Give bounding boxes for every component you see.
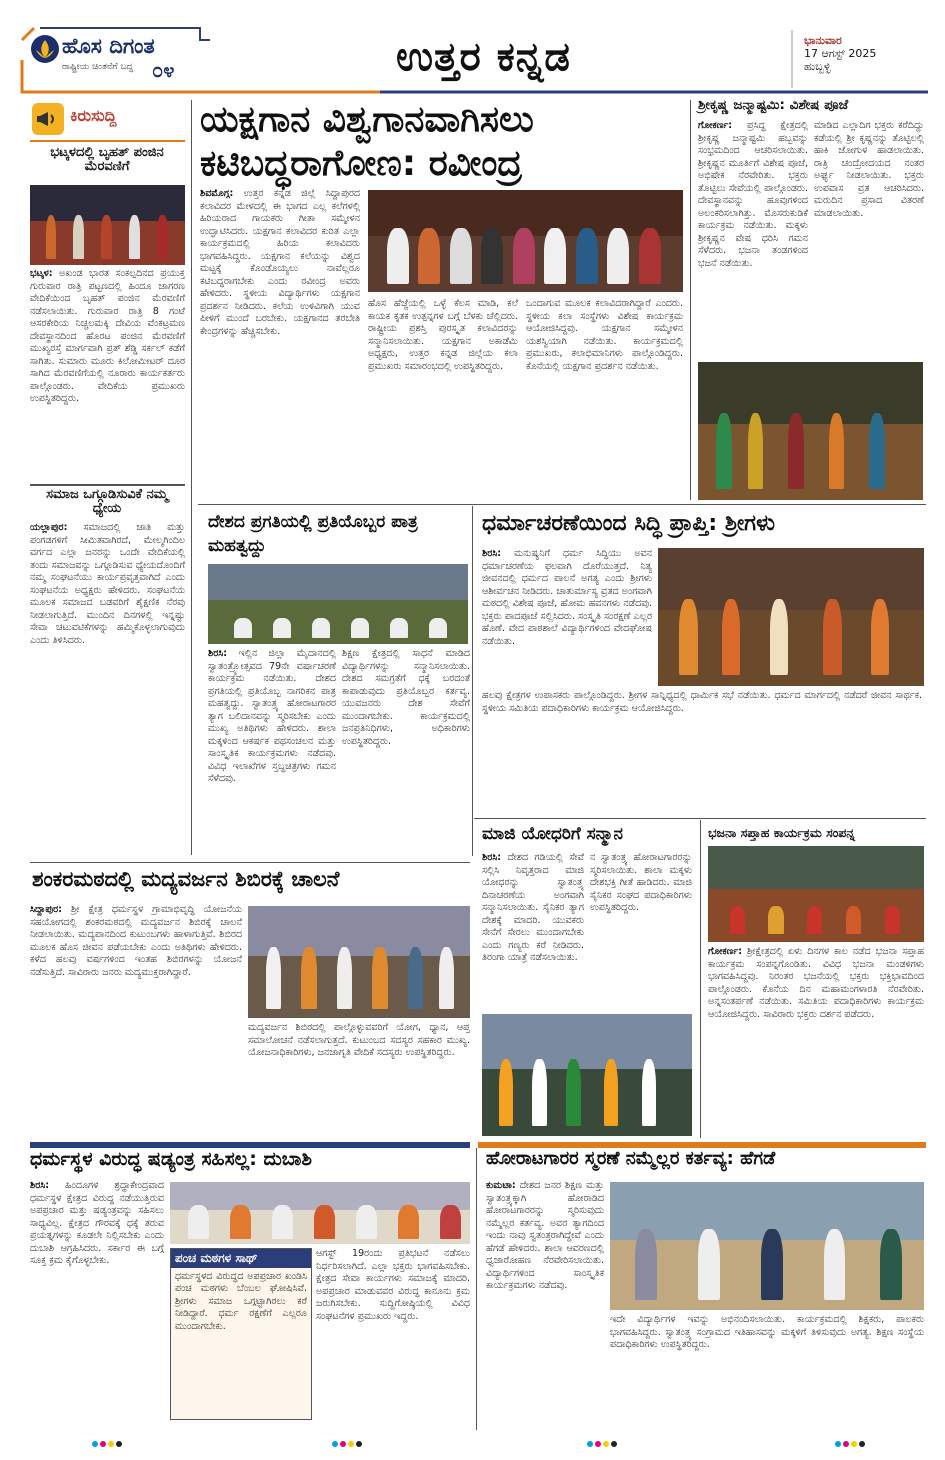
horata-text-2: ಇದೇ ವಿದ್ಯಾರ್ಥಿಗಳ ಇವನ್ನು ಅಭಿನಂದಿಸಲಾಯಿತು. ಕಾರ್ಯಕ್ರಮದಲ್ಲಿ ಶಿಕ್ಷಕರು, ಪಾಲಕರು ಭಾಗವಹಿಸಿದ್ದರು. ಸ್ವಾತಂತ್ರ್ಯ ಸಂಗ್ರಾಮದ ಇತಿಹಾಸವನ್ನು ಮಕ್ಕಳಿಗೆ ತಿಳಿಸುವುದು ಅಗತ್ಯ. ಶಿಕ್ಷಣ ಸಂಸ್ಥೆಯ ಪದಾಧಿಕಾರಿಗಳು ಉಪಸ್ಥಿತರಿದ್ದರು. [610,1314,924,1350]
edition-title: ಉತ್ತರ ಕನ್ನಡ [396,34,571,80]
dharma-text-2: ಹಲವು ಕ್ಷೇತ್ರಗಳ ಉಪಾಸಕರು ಪಾಲ್ಗೊಂಡಿದ್ದರು. ಶ್ರೀಗಳ ಸಾನ್ನಿಧ್ಯದಲ್ಲಿ ಧಾರ್ಮಿಕ ಸಭೆ ನಡೆಯಿತು. ಧರ್ಮದ ಮಾರ್ಗದಲ್ಲಿ ನಡೆದರೆ ಜೀವನ ಸಾರ್ಥಕ. ಸ್ಥಳೀಯ ಸಮಿತಿಯ ಪದಾಧಿಕಾರಿಗಳು ಕಾರ್ಯಕ್ರಮ ಆಯೋಜಿಸಿದ್ದರು. [482,690,922,714]
maaji-body-col1 [482,852,584,1010]
dharma-text: ಮನುಷ್ಯನಿಗೆ ಧರ್ಮ ಸಿದ್ಧಿಯು ಅವನ ಧರ್ಮಾಚರಣೆಯ ಫಲವಾಗಿ ದೊರೆಯುತ್ತದೆ. ನಿತ್ಯ ಜೀವನದಲ್ಲಿ ಧರ್ಮದ ಪಾಲನೆ ಅಗತ್ಯ ಎಂದು ಶ್ರೀಗಳು ಆಶೀರ್ವಚನ ನೀಡಿದರು. ಚಾತುರ್ಮಾಸ್ಯ ವ್ರತದ ಅಂಗವಾಗಿ ಮಠದಲ್ಲಿ ವಿಶೇಷ ಪೂಜೆ, ಹೋಮ ಹವನಗಳು ನಡೆದವು. ಭಕ್ತರು ಪಾದಪೂಜೆ ಸಲ್ಲಿಸಿದರು. ಸಂಸ್ಕೃತಿ ಸಂರಕ್ಷಣೆ ಎಲ್ಲರ ಹೊಣೆ. ವೇದ ಪಾಠಶಾಲೆ ವಿದ್ಯಾರ್ಥಿಗಳಿಂದ ವೇದಘೋಷ ನಡೆಯಿತು. [482,548,652,647]
dharmasthala-text: ಹಿಂದೂಗಳ ಶ್ರದ್ಧಾಕೇಂದ್ರವಾದ ಧರ್ಮಸ್ಥಳ ಕ್ಷೇತ್ರದ ವಿರುದ್ಧ ನಡೆಯುತ್ತಿರುವ ಅಪಪ್ರಚಾರ ಮತ್ತು ಷಡ್ಯಂತ್ರವನ್ನು ಸಹಿಸಲು ಸಾಧ್ಯವಿಲ್ಲ. ಕ್ಷೇತ್ರದ ಗೌರವಕ್ಕೆ ಧಕ್ಕೆ ತರುವ ಪ್ರಯತ್ನಗಳನ್ನು ಕೂಡಲೇ ನಿಲ್ಲಿಸಬೇಕು ಎಂದು ದುಬಾಶಿ ಆಗ್ರಹಿಸಿದರು. ಸರ್ಕಾರ ಈ ಬಗ್ಗೆ ಸೂಕ್ತ ಕ್ರಮ ಕೈಗೊಳ್ಳಬೇಕು. [30,1180,164,1266]
horata-headline: ಹೋರಾಟಗಾರರ ಸ್ಮರಣೆ ನಮ್ಮೆಲ್ಲರ ಕರ್ತವ್ಯ: ಹೆಗಡೆ [486,1148,776,1169]
row1-bottom-rule [198,504,926,505]
dharma-body-col1 [482,548,652,686]
janmashtami-body-col2 [814,120,924,360]
shankara-text: ಶ್ರೀ ಕ್ಷೇತ್ರ ಧರ್ಮಸ್ಥಳ ಗ್ರಾಮಾಭಿವೃದ್ಧಿ ಯೋಜನೆಯ ಸಹಯೋಗದಲ್ಲಿ ಶಂಕರಮಠದಲ್ಲಿ ಮದ್ಯವರ್ಜನ ಶಿಬಿರಕ್ಕೆ ಚಾಲನೆ ನೀಡಲಾಯಿತು. ಮದ್ಯಪಾನದಿಂದ ಕುಟುಂಬಗಳು ಹಾಳಾಗುತ್ತಿವೆ. ಶಿಬಿರದ ಮೂಲಕ ಹೊಸ ಜೀವನ ಪಡೆಯಬೇಕು ಎಂದು ಅತಿಥಿಗಳು ಹೇಳಿದರು. ಕಳೆದ ಹಲವು ವರ್ಷಗಳಿಂದ ಇಂತಹ ಶಿಬಿರಗಳನ್ನು ಯೋಜನೆ ನಡೆಸುತ್ತಿದೆ. ಸಾವಿರಾರು ಜನರು ಮದ್ಯಮುಕ್ತರಾಗಿದ್ದಾರೆ. [30,904,242,978]
logo-tagline: ರಾಷ್ಟ್ರೀಯ ಚಿಂತನೆಗೆ ಬದ್ಧ [62,62,133,72]
maaji-vertical-rule [700,820,701,1138]
sidebar-top-rule [30,140,185,142]
brief2-headline: ಸಮಾಜ ಒಗ್ಗೂಡಿಸುವಿಕೆ ನಮ್ಮ ಧ್ಯೇಯ [46,487,168,516]
shankara-dateline: ಸಿದ್ದಾಪುರ: [30,904,62,915]
janmashtami-headline: ಶ್ರೀಕೃಷ್ಣ ಜನ್ಮಾಷ್ಟಮಿ: ವಿಶೇಷ ಪೂಜೆ [698,97,849,113]
kirusuddi-label: ಕಿರುಸುದ್ದಿ [70,106,117,125]
janmashtami-body-col1 [698,120,808,360]
janmashtami-text-2: ಮಾಡಿದ ಎಲ್ಲಾದಿಗ ಭಕ್ತರು ಕರೆದಿದ್ದು ಕಡೆಯಲ್ಲಿ ಶ್ರೀ ಕೃಷ್ಣನನ್ನು ತೊಟ್ಟಿಲಲ್ಲಿ ಹಾಕಿ ಜೋಗುಳ ಹಾಡಲಾಯಿತು. ರಾತ್ರಿ ಚಂದ್ರೋದಯದ ನಂತರ ಅರ್ಘ್ಯ ನೀಡಲಾಯಿತು. ಭಕ್ತರು ಉಪವಾಸ ವ್ರತ ಆಚರಿಸಿದರು. ಮರುದಿನ ಪ್ರಸಾದ ವಿತರಣೆ ಮಾಡಲಾಯಿತು. [814,120,924,219]
janmashtami-dateline: ಗೋಕರ್ಣ: [698,120,733,131]
horata-photo [610,1182,924,1310]
desha-text-2: ಶಿಕ್ಷಣ ಕ್ಷೇತ್ರದಲ್ಲಿ ಸಾಧನೆ ಮಾಡಿದ ವಿದ್ಯಾರ್ಥಿಗಳನ್ನು ಸನ್ಮಾನಿಸಲಾಯಿತು. ದೇಶದ ಸಮಗ್ರತೆಗೆ ಧಕ್ಕೆ ಬರದಂತೆ ಕಾಪಾಡುವುದು ಪ್ರತಿಯೊಬ್ಬರ ಕರ್ತವ್ಯ. ಯುವಜನರು ದೇಶ ಸೇವೆಗೆ ಮುಂದಾಗಬೇಕು. ಕಾರ್ಯಕ್ರಮದಲ್ಲಿ ಜನಪ್ರತಿನಿಧಿಗಳು, ಅಧಿಕಾರಿಗಳು ಉಪಸ್ಥಿತರಿದ್ದರು. [342,648,470,747]
lead-body-col1 [200,188,360,498]
dharma-body-col2 [482,690,922,812]
lead-text-2: ಹೊಸ ಹೆಜ್ಜೆಯಲ್ಲಿ ಒಳ್ಳೆ ಕೆಲಸ ಮಾಡಿ, ಕಲೆ ಕಾಯಕ ಕೃತಕ ಉತ್ಪನ್ನಗಳ ಬಗ್ಗೆ ಬೆಳಕು ಚೆಲ್ಲಿದರು. ರಾಷ್ಟ್ರೀಯ ಪ್ರಶಸ್ತಿ ಪುರಸ್ಕೃತ ಕಲಾವಿದರನ್ನು ಸನ್ಮಾನಿಸಲಾಯಿತು. ಯಕ್ಷಗಾನ ಅಕಾಡೆಮಿ ಅಧ್ಯಕ್ಷರು, ಉತ್ತರ ಕನ್ನಡ ಜಿಲ್ಲೆಯ ಕಲಾ ಪ್ರಮುಖರು ಸಮಾರಂಭದಲ್ಲಿ ಉಪಸ್ಥಿತರಿದ್ದರು. [368,298,518,372]
issue-date: 17 ಆಗಸ್ಟ್ 2025 [804,47,877,60]
shankara-top-rule [30,862,470,863]
brief1-photo [30,185,185,265]
desha-headline: ದೇಶದ ಪ್ರಗತಿಯಲ್ಲಿ ಪ್ರತಿಯೊಬ್ಬರ ಪಾತ್ರ ಮಹತ್ವದ್ದು [208,512,418,556]
bhajana-text: ಶ್ರೀಕ್ಷೇತ್ರದಲ್ಲಿ ಏಳು ದಿನಗಳ ಕಾಲ ನಡೆದ ಭಜನಾ ಸಪ್ತಾಹ ಕಾರ್ಯಕ್ರಮ ಸಂಪನ್ನಗೊಂಡಿತು. ವಿವಿಧ ಭಜನಾ ಮಂಡಳಿಗಳು ಭಾಗವಹಿಸಿದ್ದವು. ನಿರಂತರ ಭಜನೆಯಲ್ಲಿ ಭಕ್ತರು ಭಕ್ತಿಭಾವದಿಂದ ಪಾಲ್ಗೊಂಡರು. ಕೊನೆಯ ದಿನ ಮಹಾಮಂಗಳಾರತಿ ನೆರವೇರಿತು. ಅನ್ನಸಂತರ್ಪಣೆ ನಡೆಯಿತು. ಸಮಿತಿಯ ಪದಾಧಿಕಾರಿಗಳು ಕಾರ್ಯಕ್ರಮ ಆಯೋಜಿಸಿದ್ದರು. ಸಾವಿರಾರು ಭಕ್ತರು ದರ್ಶನ ಪಡೆದರು. [708,946,924,1020]
shankara-body-col1 [30,904,242,1138]
shankara-headline: ಶಂಕರಮಠದಲ್ಲಿ ಮದ್ಯವರ್ಜನ ಶಿಬಿರಕ್ಕೆ ಚಾಲನೆ [32,867,340,891]
maaji-headline: ಮಾಜಿ ಯೋಧರಿಗೆ ಸನ್ಮಾನ [482,824,623,844]
dharmasthala-headline: ಧರ್ಮಸ್ಥಳ ವಿರುದ್ಧ ಷಡ್ಯಂತ್ರ ಸಹಿಸಲ್ಲ: ದುಬಾಶಿ [30,1148,312,1170]
dateline-block [804,34,924,73]
horata-body-col1 [486,1180,604,1426]
maaji-text: ದೇಶದ ಗಡಿಯಲ್ಲಿ ಸೇವೆ ಸಲ್ಲಿಸಿ ನಿವೃತ್ತರಾದ ಮಾಜಿ ಯೋಧರನ್ನು ಸ್ವಾತಂತ್ರ್ಯ ದಿನಾಚರಣೆಯ ಅಂಗವಾಗಿ ಸನ್ಮಾನಿಸಲಾಯಿತು. ಸೈನಿಕರ ತ್ಯಾಗ ದೇಶಕ್ಕೆ ಮಾದರಿ. ಯುವಕರು ಸೇನೆಗೆ ಸೇರಲು ಮುಂದಾಗಬೇಕು ಎಂದು ಗಣ್ಯರು ಕರೆ ನೀಡಿದರು. ತಿರಂಗಾ ಯಾತ್ರೆ ನಡೆಸಲಾಯಿತು. [482,852,584,963]
row2-bottom-rule [474,818,926,819]
issue-city: ಹುಬ್ಬಳ್ಳಿ [804,60,831,73]
brief1-headline: ಭಟ್ಕಳದಲ್ಲಿ ಬೃಹತ್ ಪಂಜಿನ ಮೆರವಣಿಗೆ [50,145,164,174]
lead-vertical-rule [690,100,691,500]
lead-body-col3 [526,298,683,498]
horata-dateline: ಕುಮಟಾ: [486,1180,516,1191]
desha-dateline: ಶಿರಸಿ: [208,648,228,659]
brief1-dateline: ಭಟ್ಕಳ: [30,268,53,279]
registration-dots [0,1436,945,1456]
desha-photo [208,564,468,644]
brief2-text: ಸಮಾಜದಲ್ಲಿ ಜಾತಿ ಮತ್ತು ಪಂಗಡಗಳಿಗೆ ಸೀಮಿತವಾಗಿರದೆ, ಮೇಲ್ಮಗಿಂದಿಲ ವರ್ಗದ ಎಲ್ಲಾ ಜನರನ್ನು ಒಂದೇ ವೇದಿಕೆಯಲ್ಲಿ ತಂದು ಸಮಾಜವನ್ನು ಒಗ್ಗೂಡಿಸುವ ಧ್ಯೇಯದೊಂದಿಗೆ ನಮ್ಮ ಸಂಘಟನೆಯು ಕಾರ್ಯಪ್ರವೃತ್ತವಾಗಿದೆ ಎಂದು ಸಂಘಟನೆಯ ಅಧ್ಯಕ್ಷರು ಹೇಳಿದರು. ಸಂಘಟನೆಯ ಮೂಲಕ ಸಮಾಜದ ಬಡವರಿಗೆ ಶೈಕ್ಷಣಿಕ ನೆರವು ನೀಡಲಾಗುತ್ತಿದೆ. ಮುಂದಿನ ದಿನಗಳಲ್ಲಿ ಇನ್ನಷ್ಟು ಸೇವಾ ಚಟುವಟಿಕೆಗಳನ್ನು ಹಮ್ಮಿಕೊಳ್ಳಲಾಗುವುದು ಎಂದು ತಿಳಿಸಿದರು. [30,522,185,646]
horata-text: ದೇಶದ ಜನರ ಶಿಕ್ಷಣ ಮತ್ತು ಸ್ವಾತಂತ್ರ್ಯಕ್ಕಾಗಿ ಹೋರಾಡಿದ ಹೋರಾಟಗಾರರನ್ನು ಸ್ಮರಿಸುವುದು ನಮ್ಮೆಲ್ಲರ ಕರ್ತವ್ಯ. ಅವರ ತ್ಯಾಗದಿಂದ ಇಂದು ನಾವು ಸ್ವತಂತ್ರರಾಗಿದ್ದೇವೆ ಎಂದು ಹೆಗಡೆ ಹೇಳಿದರು. ಶಾಲಾ ಆವರಣದಲ್ಲಿ ಧ್ವಜಾರೋಹಣ ನೆರವೇರಿಸಲಾಯಿತು. ವಿದ್ಯಾರ್ಥಿಗಳಿಂದ ಸಾಂಸ್ಕೃತಿಕ ಕಾರ್ಯಕ್ರಮಗಳು ನಡೆದವು. [486,1180,604,1291]
lead-text-1: ಉತ್ತರ ಕನ್ನಡ ಜಿಲ್ಲೆ ಸಿದ್ದಾಪುರದ ಕಲಾವಿದರ ಮೇಳದಲ್ಲಿ ಈ ಭಾಗದ ಎಲ್ಲ ಕಲೆಗಳಲ್ಲಿ ಹಿರಿಯರಾದ ಗಾಯಕರು ಗೀತಾ ಸಮ್ಮೇಳನ ಉದ್ಘಾಟಿಸಿದರು. ಯಕ್ಷಗಾನ ಕಲಾವಿದರ ಕುರಿತ ಎಲ್ಲಾ ಕಾರ್ಯಕ್ರಮದಲ್ಲಿ ಹಿರಿಯ ಕಲಾವಿದರು ಭಾಗವಹಿಸಿದ್ದರು. ಯಕ್ಷಗಾನ ಕಲೆಯನ್ನು ವಿಶ್ವದ ಮಟ್ಟಕ್ಕೆ ಕೊಂಡೊಯ್ಯಲು ನಾವೆಲ್ಲರೂ ಕಟಿಬದ್ಧರಾಗಬೇಕು ಎಂದು ರವೀಂದ್ರ ಅವರು ಹೇಳಿದರು. ಸ್ಥಳೀಯ ವಿದ್ಯಾರ್ಥಿಗಳು ಯಕ್ಷಗಾನ ಪ್ರದರ್ಶನ ನೀಡಿದರು. ಕಲೆಯ ಉಳಿವಿಗಾಗಿ ಯುವ ಪೀಳಿಗೆ ಮುಂದೆ ಬರಬೇಕು. ಯಕ್ಷಗಾನದ ತರಬೇತಿ ಕೇಂದ್ರಗಳನ್ನು ಹೆಚ್ಚಿಸಬೇಕು. [200,188,360,337]
weekday: ಭಾನುವಾರ [804,34,842,47]
horata-body-col2 [610,1314,924,1426]
shankara-photo [248,906,470,1018]
brief2-body [30,522,185,852]
maaji-photo [482,1014,692,1136]
bhajana-body [708,946,924,1136]
dharmasthala-body-col2 [316,1248,470,1426]
desha-vertical-rule [472,506,473,856]
sidebar-divider [30,484,185,486]
bottom-vertical-rule [476,1148,477,1430]
janmashtami-text: ಪ್ರಸಿದ್ಧ ಕ್ಷೇತ್ರದಲ್ಲಿ ಶ್ರೀಕೃಷ್ಣ ಜನ್ಮಾಷ್ಟಮಿ ಹಬ್ಬವನ್ನು ಸಂಭ್ರಮದಿಂದ ಆಚರಿಸಲಾಯಿತು. ಶ್ರೀಕೃಷ್ಣನ ಮೂರ್ತಿಗೆ ವಿಶೇಷ ಪೂಜೆ, ಅಭಿಷೇಕ ನೆರವೇರಿತು. ಭಕ್ತರು ತೊಟ್ಟಿಲು ಸೇವೆಯಲ್ಲಿ ಪಾಲ್ಗೊಂಡರು. ದೇವಸ್ಥಾನವನ್ನು ಹೂವುಗಳಿಂದ ಅಲಂಕರಿಸಲಾಗಿತ್ತು. ಮೊಸರುಕುಡಿಕೆ ಕಾರ್ಯಕ್ರಮ ನಡೆಯಿತು. ಮಕ್ಕಳು ಶ್ರೀಕೃಷ್ಣನ ವೇಷ ಧರಿಸಿ ಗಮನ ಸೆಳೆದರು. ಭಜನಾ ತಂಡಗಳಿಂದ ಭಜನೆ ನಡೆಯಿತು. [698,120,808,269]
lead-photo [368,190,683,292]
page-number: ೦೪ [152,58,175,82]
dharmasthala-dateline: ಶಿರಸಿ: [30,1180,50,1191]
panch-mutt-body: ಧರ್ಮಸ್ಥಳದ ವಿರುದ್ಧದ ಅಪಪ್ರಚಾರ ಖಂಡಿಸಿ ಪಂಚ ಮಠಗಳು ಬೆಂಬಲ ಘೋಷಿಸಿವೆ. ಶ್ರೀಗಳು ಸಮಾಜ ಒಗ್ಗಟ್ಟಾಗಿರಲು ಕರೆ ನೀಡಿದ್ದಾರೆ. ಧರ್ಮ ರಕ್ಷಣೆಗೆ ಎಲ್ಲರೂ ಮುಂದಾಗಬೇಕು. [175,1270,307,1332]
brief2-dateline: ಯಲ್ಲಾಪುರ: [30,522,68,533]
desha-body-col1 [208,648,336,858]
lotus-logo-icon [30,34,60,64]
janmashtami-photo [698,362,923,500]
maaji-dateline: ಶಿರಸಿ: [482,852,502,863]
dharma-photo [658,548,924,686]
bhajana-photo [708,846,924,942]
dharmasthala-photo [170,1182,470,1244]
panch-mutt-box [170,1248,312,1420]
dharmasthala-body-col1 [30,1180,164,1426]
megaphone-icon [32,103,64,135]
brief1-body [30,268,185,480]
kirusuddi-badge [32,103,64,135]
bhajana-headline: ಭಜನಾ ಸಪ್ತಾಹ ಕಾರ್ಯಕ್ರಮ ಸಂಪನ್ನ [708,825,855,840]
brief1-text: ಅಖಂಡ ಭಾರತ ಸಂಕಲ್ಪದಿನದ ಪ್ರಯುಕ್ತ ಗುರುವಾರ ರಾತ್ರಿ ಪಟ್ಟಣದಲ್ಲಿ ಹಿಂದೂ ಜಾಗರಣ ವೇದಿಕೆಯಿಂದ ಬೃಹತ್ ಪಂಜಿನ ಮೆರವಣಿಗೆ ನಡೆಸಲಾಯಿತು. ಗುರುವಾರ ರಾತ್ರಿ 8 ಗಂಟೆ ಆಸರಕೇರಿಯ ನಿಚ್ಚಲಮಕ್ಕಿ ದೇವಿಯ ವೆಂಕಟ್ರಮಣ ದೇವಸ್ಥಾನದಿಂದ ಹೊರಟ ಪಂಜಿನ ಮೆರವಣಿಗೆ ಮುಖ್ಯರಸ್ತೆ ಮಾರ್ಗವಾಗಿ ಪ್ರತ್ ಶೆಡ್ಡಿ ಸರ್ಕಲ್ ಕಡೆಗೆ ಸಾಗಿತು. ಸುಮಾರು ಮೂರು ಕಿಲೋಮೀಟರ್ ದೂರ ಸಾಗಿದ ಮೆರವಣಿಗೆಯಲ್ಲಿ ನೂರಾರು ಕಾರ್ಯಕರ್ತರು ಪಾಲ್ಗೊಂಡರು. ವೇದಿಕೆಯ ಪ್ರಮುಖರು ಉಪಸ್ಥಿತರಿದ್ದರು. [30,268,185,404]
desha-text: ಇಲ್ಲಿನ ಜಿಲ್ಲಾ ಮೈದಾನದಲ್ಲಿ ಸ್ವಾತಂತ್ರ್ಯೋತ್ಸವದ 79ನೇ ವರ್ಷಾಚರಣೆ ಕಾರ್ಯಕ್ರಮ ನಡೆಯಿತು. ದೇಶದ ಪ್ರಗತಿಯಲ್ಲಿ ಪ್ರತಿಯೊಬ್ಬ ನಾಗರಿಕನ ಪಾತ್ರ ಮಹತ್ವದ್ದು. ಸ್ವಾತಂತ್ರ್ಯ ಹೋರಾಟಗಾರರ ತ್ಯಾಗ ಬಲಿದಾನವನ್ನು ಸ್ಮರಿಸಬೇಕು ಎಂದು ಮುಖ್ಯ ಅತಿಥಿಗಳು ಹೇಳಿದರು. ಶಾಲಾ ಮಕ್ಕಳಿಂದ ಆಕರ್ಷಕ ಪಥಸಂಚಲನ ಮತ್ತು ಸಾಂಸ್ಕೃತಿಕ ಕಾರ್ಯಕ್ರಮಗಳು ನಡೆದವು. ವಿವಿಧ ಇಲಾಖೆಗಳ ಸ್ತಬ್ಧಚಿತ್ರಗಳು ಗಮನ ಸೆಳೆದವು. [208,648,336,784]
lead-headline: ಯಕ್ಷಗಾನ ವಿಶ್ವಗಾನವಾಗಿಸಲು ಕಟಿಬದ್ಧರಾಗೋಣ: ರವೀಂದ್ರ [200,99,534,184]
shankara-text-2: ಮದ್ಯವರ್ಜನ ಶಿಬಿರದಲ್ಲಿ ಪಾಲ್ಗೊಳ್ಳುವವರಿಗೆ ಯೋಗ, ಧ್ಯಾನ, ಆಪ್ತ ಸಮಾಲೋಚನೆ ನಡೆಸಲಾಗುತ್ತದೆ. ಕುಟುಂಬದ ಸದಸ್ಯರ ಸಹಕಾರ ಮುಖ್ಯ. ಯೋಜನಾಧಿಕಾರಿಗಳು, ಜನಜಾಗೃತಿ ವೇದಿಕೆ ಸದಸ್ಯರು ಉಪಸ್ಥಿತರಿದ್ದರು. [248,1022,470,1058]
dharma-dateline: ಶಿರಸಿ: [482,548,502,559]
masthead [0,0,945,100]
maaji-text-2: ನ ಸ್ವಾತಂತ್ರ್ಯ ಹೋರಾಟಗಾರರನ್ನು ಸ್ಮರಿಸಲಾಯಿತು. ಶಾಲಾ ಮಕ್ಕಳು ದೇಶಭಕ್ತಿ ಗೀತೆ ಹಾಡಿದರು. ಮಾಜಿ ಸೈನಿಕರ ಸಂಘದ ಪದಾಧಿಕಾರಿಗಳು ಉಪಸ್ಥಿತರಿದ್ದರು. [590,852,692,913]
desha-body-col2 [342,648,470,858]
lead-text-3: ಒಂದಾಗುವ ಮೂಲಕ ಕಲಾವಿದರಾಗಿದ್ದಾರೆ ಎಂದರು. ಸ್ಥಳೀಯ ಕಲಾ ಸಂಸ್ಥೆಗಳು ವಿಶೇಷ ಕಾರ್ಯಕ್ರಮ ಆಯೋಜಿಸಿದ್ದವು. ಯಕ್ಷಗಾನ ಸಮ್ಮೇಳನ ಯಶಸ್ವಿಯಾಗಿ ನಡೆಯಿತು. ಕಾರ್ಯಕ್ರಮದಲ್ಲಿ ಪ್ರಮುಖರು, ಕಲಾಭಿಮಾನಿಗಳು ಪಾಲ್ಗೊಂಡಿದ್ದರು. ಕೊನೆಯಲ್ಲಿ ಯಕ್ಷಗಾನ ಪ್ರದರ್ಶನ ನಡೆಯಿತು. [526,298,683,372]
bhajana-dateline: ಗೋಕರ್ಣ: [708,946,743,957]
dharmasthala-text-2: ಆಗಸ್ಟ್ 19ರಂದು ಪ್ರತಿಭಟನೆ ನಡೆಸಲು ನಿರ್ಧರಿಸಲಾಗಿದೆ. ಎಲ್ಲಾ ಭಕ್ತರು ಭಾಗವಹಿಸಬೇಕು. ಕ್ಷೇತ್ರದ ಸೇವಾ ಕಾರ್ಯಗಳು ಸಮಾಜಕ್ಕೆ ಮಾದರಿ. ಅಪಪ್ರಚಾರ ಮಾಡುವವರ ವಿರುದ್ಧ ಕಾನೂನು ಕ್ರಮ ಜರುಗಿಸಬೇಕು. ಸುದ್ದಿಗೋಷ್ಠಿಯಲ್ಲಿ ವಿವಿಧ ಸಂಘಟನೆಗಳ ಪ್ರಮುಖರು ಇದ್ದರು. [316,1248,470,1322]
panch-mutt-title: ಪಂಚ ಮಠಗಳ ಸಾಥ್ [171,1249,311,1268]
maaji-body-col2 [590,852,692,1010]
logo-title: ಹೊಸ ದಿಗಂತ [62,34,155,58]
dharma-headline: ಧರ್ಮಾಚರಣೆಯಿಂದ ಸಿದ್ಧಿ ಪ್ರಾಪ್ತಿ: ಶ್ರೀಗಳು [482,511,776,536]
shankara-body-col2 [248,1022,470,1138]
sidebar-vertical-rule [191,100,192,855]
lead-body-col2 [368,298,518,498]
lead-dateline: ಶಿವಮೊಗ್ಗ: [200,188,234,199]
